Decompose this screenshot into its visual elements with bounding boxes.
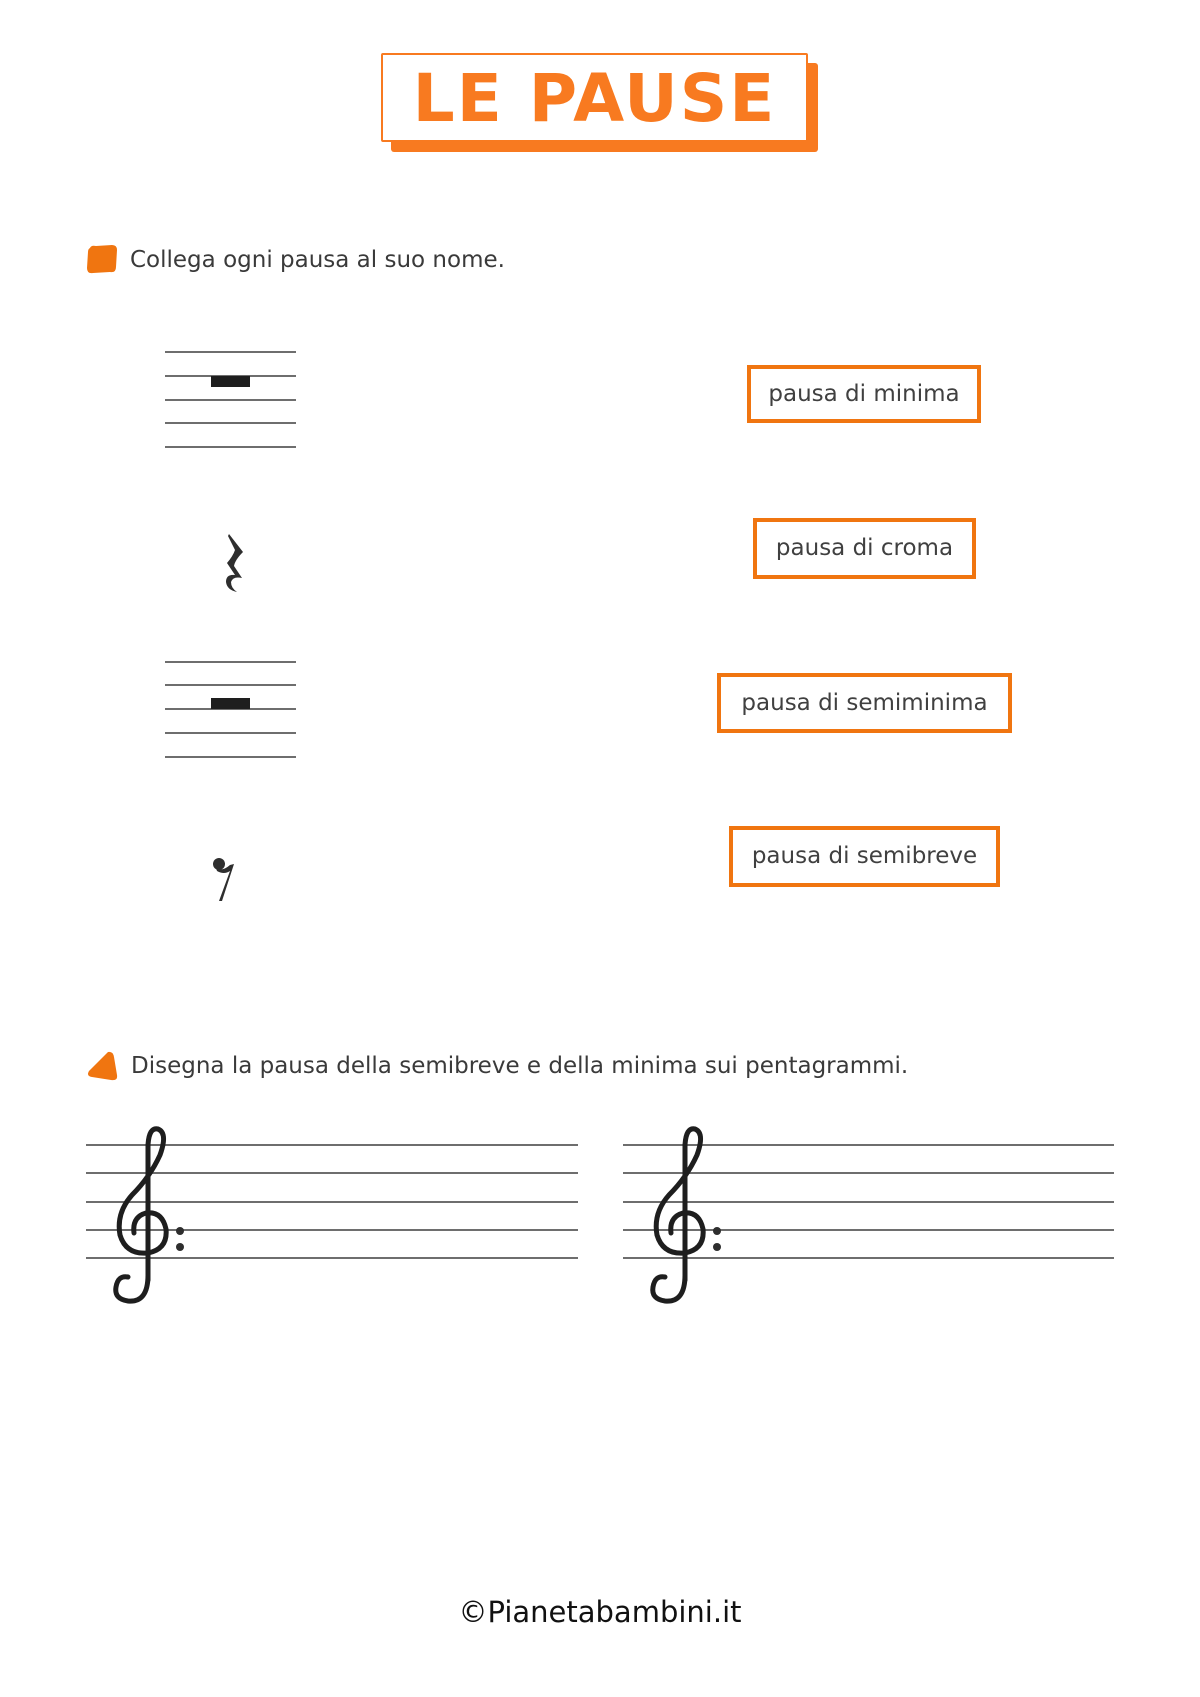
eighth-rest-icon xyxy=(212,857,238,907)
treble-clef-icon xyxy=(102,1125,192,1305)
staff-line xyxy=(165,684,296,686)
name-box-croma[interactable] xyxy=(753,518,976,579)
name-label: pausa di semibreve xyxy=(751,843,978,869)
staff-line xyxy=(165,446,296,448)
repeat-dot xyxy=(713,1227,721,1235)
footer-copyright: ©Pianetabambini.it xyxy=(458,1595,742,1629)
repeat-dot xyxy=(176,1227,184,1235)
drawing-staff-1[interactable] xyxy=(86,1130,578,1300)
semibreve-rest-icon xyxy=(211,376,250,387)
name-label: pausa di minima xyxy=(768,380,960,407)
staff-line xyxy=(165,422,296,424)
staff-line xyxy=(165,399,296,401)
exercise-2-instruction: Disegna la pausa della semibreve e della minima sui pentagrammi. xyxy=(131,1053,909,1079)
treble-clef-icon xyxy=(639,1125,729,1305)
page-title: LE PAUSE xyxy=(412,59,777,137)
staff-line xyxy=(165,351,296,353)
name-box-minima[interactable] xyxy=(747,365,981,423)
half-rest-icon xyxy=(211,698,250,709)
staff-semibreve-rest xyxy=(165,351,296,451)
repeat-dot xyxy=(713,1243,721,1251)
orange-blob-icon xyxy=(86,1051,118,1082)
name-box-semiminima[interactable] xyxy=(717,673,1012,733)
exercise-1-instruction: Collega ogni pausa al suo nome. xyxy=(130,247,505,273)
name-label: pausa di semiminima xyxy=(741,689,988,716)
orange-rounded-square-icon xyxy=(86,245,118,274)
name-box-semibreve[interactable] xyxy=(729,826,1000,887)
staff-line xyxy=(165,732,296,734)
staff-line xyxy=(165,661,296,663)
drawing-staff-2[interactable] xyxy=(623,1130,1114,1300)
repeat-dot xyxy=(176,1243,184,1251)
staff-line xyxy=(165,756,296,758)
name-label: pausa di croma xyxy=(775,535,954,561)
quarter-rest-icon xyxy=(225,532,247,598)
title-box xyxy=(381,53,808,142)
staff-half-rest xyxy=(165,661,296,761)
